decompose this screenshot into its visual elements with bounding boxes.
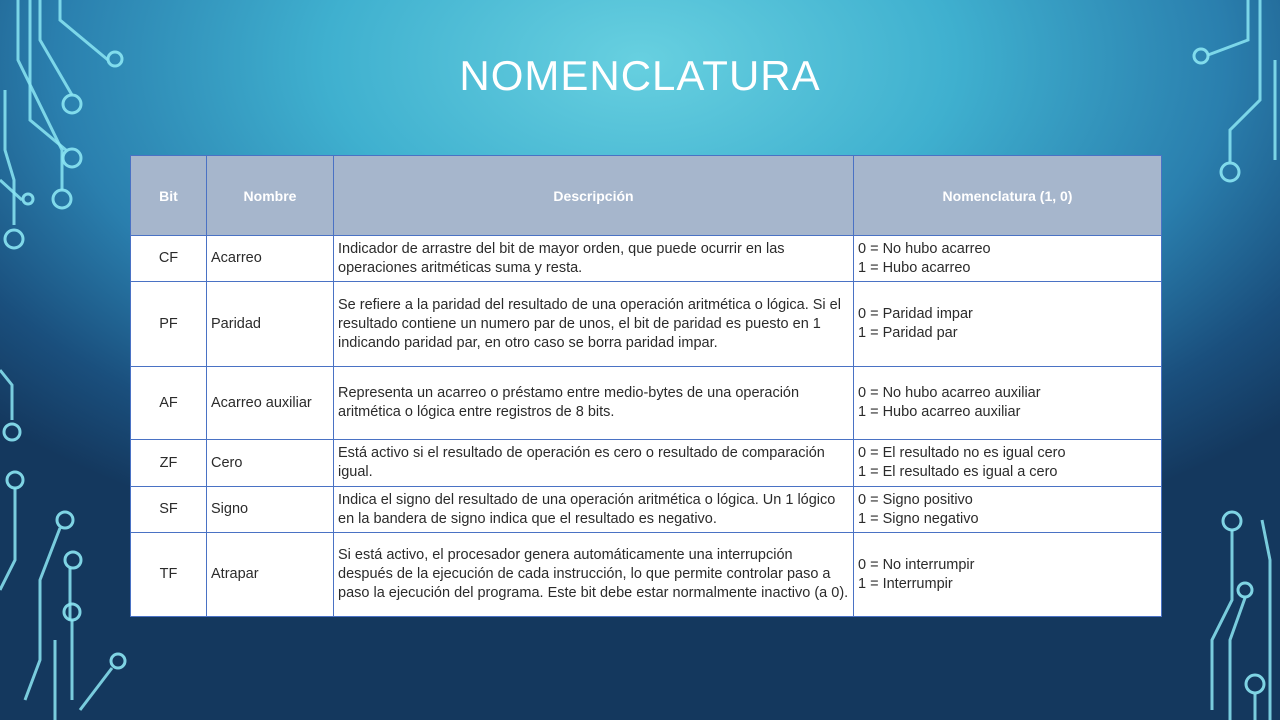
cell-bit: PF — [131, 282, 207, 367]
cell-bit: SF — [131, 487, 207, 533]
header-bit: Bit — [131, 156, 207, 236]
cell-bit: ZF — [131, 440, 207, 487]
nomenclatura-1: 1 = Hubo acarreo auxiliar — [858, 404, 1021, 420]
cell-nomenclatura — [854, 533, 1162, 617]
nomenclatura-0: 0 = No hubo acarreo — [858, 240, 991, 257]
table-row — [131, 367, 1162, 440]
cell-nombre: Paridad — [207, 282, 334, 367]
cell-nomenclatura — [854, 487, 1162, 533]
header-nombre: Nombre — [207, 156, 334, 236]
table-header-row — [131, 156, 1162, 236]
table-row — [131, 487, 1162, 533]
cell-nomenclatura — [854, 440, 1162, 487]
cell-descripcion: Indica el signo del resultado de una operación aritmética o lógica. Un 1 lógico en la bandera de signo indica que el resultado es negativo. — [334, 487, 854, 533]
nomenclatura-0: 0 = Signo positivo — [858, 491, 973, 508]
nomenclatura-0: 0 = Paridad impar — [858, 306, 973, 322]
cell-nomenclatura — [854, 236, 1162, 282]
cell-descripcion: Representa un acarreo o préstamo entre medio-bytes de una operación aritmética o lógica entre registros de 8 bits. — [334, 367, 854, 440]
cell-nomenclatura — [854, 367, 1162, 440]
nomenclatura-0: 0 = No hubo acarreo auxiliar — [858, 385, 1041, 401]
nomenclatura-0: 0 = No interrumpir — [858, 556, 975, 573]
nomenclatura-1: 1 = Interrumpir — [858, 575, 953, 592]
table-row — [131, 440, 1162, 487]
table-row — [131, 533, 1162, 617]
table-row — [131, 236, 1162, 282]
cell-nombre: Acarreo — [207, 236, 334, 282]
header-nomenclatura: Nomenclatura (1, 0) — [854, 156, 1162, 236]
table-row — [131, 282, 1162, 367]
cell-descripcion: Se refiere a la paridad del resultado de una operación aritmética o lógica. Si el resultado contiene un numero par de unos, el bit de paridad es puesto en 1 indicando paridad par, en otro caso se borra paridad impar. — [334, 282, 854, 367]
cell-nombre: Atrapar — [207, 533, 334, 617]
cell-bit: CF — [131, 236, 207, 282]
slide-title: NOMENCLATURA — [459, 52, 821, 99]
nomenclatura-table — [130, 155, 1162, 617]
cell-nomenclatura — [854, 282, 1162, 367]
cell-descripcion: Si está activo, el procesador genera automáticamente una interrupción después de la ejecución de cada instrucción, lo que permite controlar paso a paso la ejecución del programa. Este bit debe estar normalmente inactivo (a 0). — [334, 533, 854, 617]
cell-descripcion: Está activo si el resultado de operación es cero o resultado de comparación igual. — [334, 440, 854, 487]
nomenclatura-1: 1 = Signo negativo — [858, 510, 979, 527]
nomenclatura-1: 1 = Paridad par — [858, 325, 958, 341]
nomenclatura-1: 1 = Hubo acarreo — [858, 259, 971, 276]
cell-nombre: Signo — [207, 487, 334, 533]
cell-nombre: Cero — [207, 440, 334, 487]
cell-descripcion: Indicador de arrastre del bit de mayor orden, que puede ocurrir en las operaciones aritméticas suma y resta. — [334, 236, 854, 282]
cell-bit: TF — [131, 533, 207, 617]
nomenclatura-1: 1 = El resultado es igual a cero — [858, 464, 1058, 480]
cell-nombre: Acarreo auxiliar — [207, 367, 334, 440]
cell-bit: AF — [131, 367, 207, 440]
header-descripcion: Descripción — [334, 156, 854, 236]
nomenclatura-0: 0 = El resultado no es igual cero — [858, 445, 1066, 461]
